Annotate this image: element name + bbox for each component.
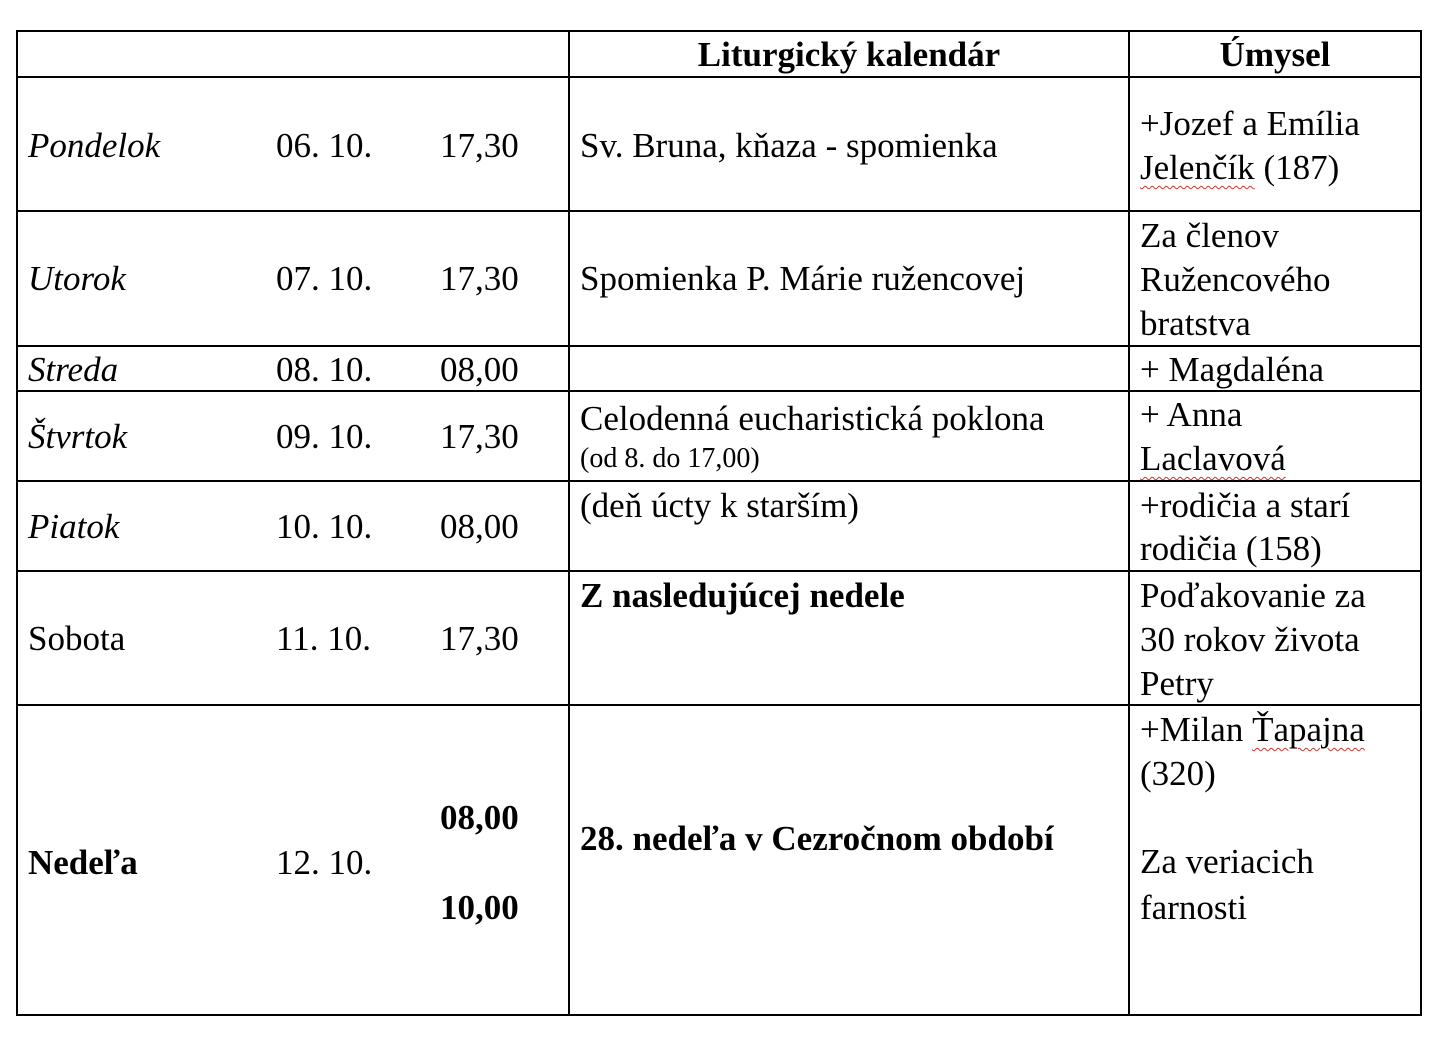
- liturgy-text: (deň úcty k starším): [580, 486, 859, 525]
- day-label: Streda: [28, 350, 119, 389]
- intention-line: Petry: [1140, 664, 1214, 703]
- column-divider-liturgy: [568, 30, 570, 1016]
- table-border-bottom: [16, 1014, 1422, 1016]
- liturgy-text: Z nasledujúcej nedele: [580, 576, 905, 615]
- intention-line: + Magdaléna: [1140, 350, 1324, 389]
- table-border-right: [1420, 30, 1422, 1016]
- intention-line: farnosti: [1140, 888, 1247, 927]
- intention-line: 30 rokov života: [1140, 620, 1360, 659]
- intention-line: [1140, 437, 1286, 481]
- time-label: 10,00: [440, 888, 519, 927]
- liturgy-text: Sv. Bruna, kňaza - spomienka: [580, 126, 998, 165]
- intention-line: Jelenčík (187): [1140, 148, 1340, 187]
- day-label: Nedeľa: [28, 843, 138, 882]
- table-border-top: [16, 30, 1422, 32]
- date-label: 09. 10.: [276, 417, 373, 456]
- header-intention: Úmysel: [1219, 35, 1331, 74]
- date-label: 11. 10.: [276, 619, 371, 658]
- intention-line: Poďakovanie za: [1140, 576, 1366, 615]
- date-label: 12. 10.: [276, 843, 373, 882]
- spellcheck-word: Laclavová: [1140, 439, 1286, 478]
- time-label: 17,30: [440, 259, 519, 298]
- liturgy-text: Celodenná eucharistická poklona: [580, 399, 1045, 438]
- day-label: Piatok: [28, 507, 120, 546]
- intention-line: +rodičia a starí: [1140, 486, 1351, 525]
- intention-line: (320): [1140, 754, 1216, 793]
- intention-line: +Milan Ťapajna: [1140, 710, 1365, 749]
- day-label: Štvrtok: [28, 417, 128, 456]
- time-label: 17,30: [440, 126, 519, 165]
- liturgy-note: (od 8. do 17,00): [580, 443, 760, 474]
- intention-line: +Jozef a Emília: [1140, 104, 1360, 143]
- intention-line: rodičia (158): [1140, 529, 1322, 568]
- row-divider: [16, 210, 1422, 212]
- time-label: 08,00: [440, 350, 519, 389]
- date-label: 06. 10.: [276, 126, 373, 165]
- day-label: Utorok: [28, 259, 126, 298]
- liturgy-text: 28. nedeľa v Cezročnom období: [580, 819, 1054, 858]
- date-label: 08. 10.: [276, 350, 373, 389]
- spellcheck-word: Ťapajna: [1252, 710, 1365, 749]
- date-label: 07. 10.: [276, 259, 373, 298]
- day-label: Sobota: [28, 619, 126, 658]
- time-label: 08,00: [440, 798, 519, 837]
- intention-line: + Anna: [1140, 395, 1243, 434]
- date-label: 10. 10.: [276, 507, 373, 546]
- table-border-left: [16, 30, 18, 1016]
- spellcheck-word: Jelenčík: [1140, 148, 1255, 187]
- liturgy-text: Spomienka P. Márie ružencovej: [580, 259, 1026, 298]
- intention-line: Ružencového: [1140, 260, 1331, 299]
- column-divider-intention: [1128, 30, 1130, 1016]
- intention-line: Za veriacich: [1140, 842, 1314, 881]
- intention-line: bratstva: [1140, 304, 1251, 343]
- intention-line: Za členov: [1140, 216, 1279, 255]
- time-label: 08,00: [440, 507, 519, 546]
- time-label: 17,30: [440, 619, 519, 658]
- header-liturgical-calendar: Liturgický kalendár: [697, 35, 1001, 74]
- time-label: 17,30: [440, 417, 519, 456]
- day-label: Pondelok: [28, 126, 161, 165]
